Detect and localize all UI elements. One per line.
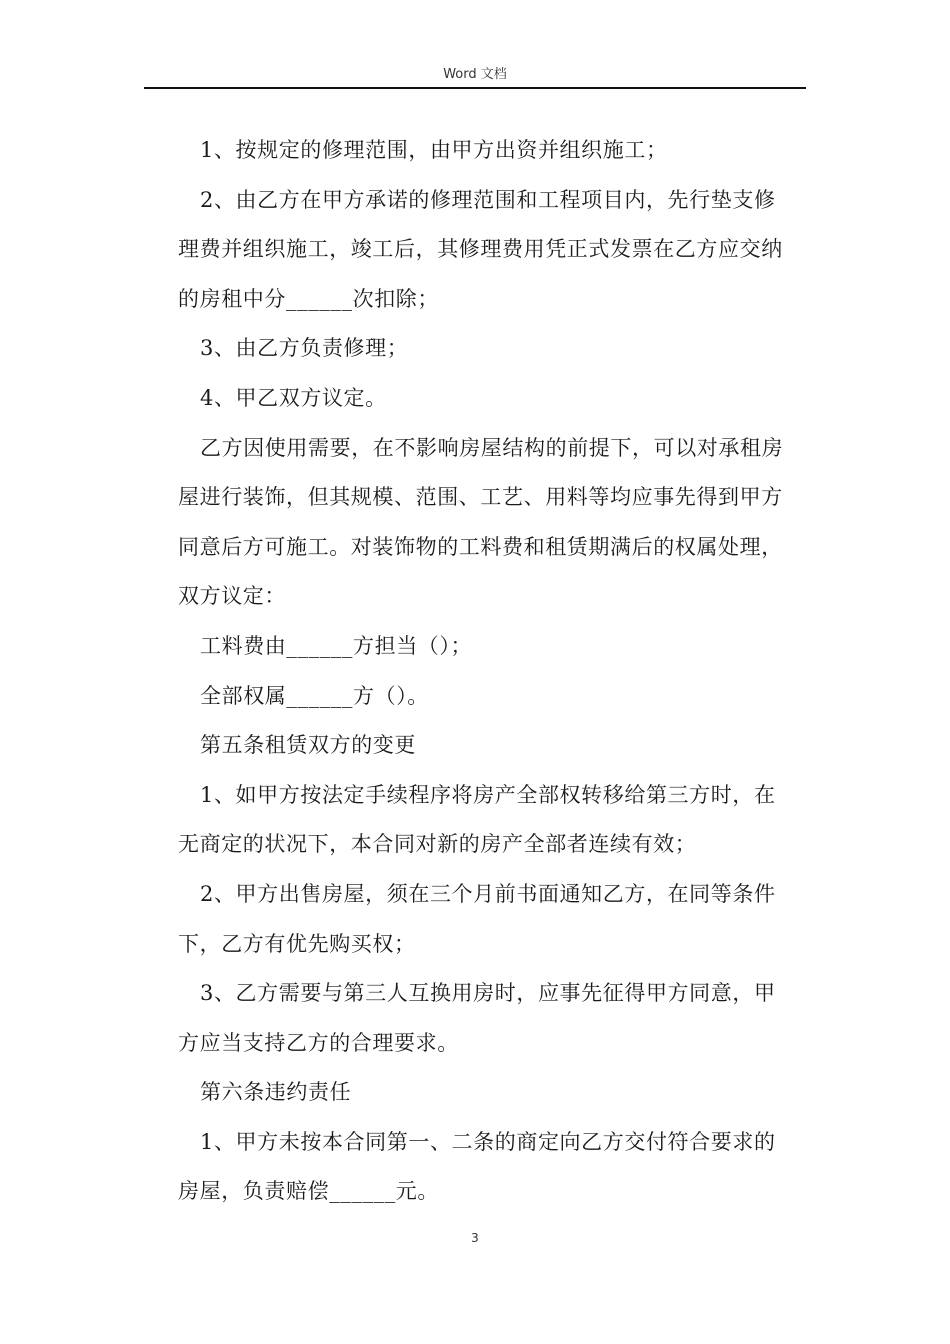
paragraph-decoration-terms: 乙方因使用需要，在不影响房屋结构的前提下，可以对承租房屋进行装饰，但其规模、范围、工艺、用料等均应事先得到甲方同意后方可施工。对装饰物的工料费和租赁期满后的权属处理，双方议定： [178,435,784,609]
page-number: 3 [471,1231,479,1245]
paragraph-repair-option-4: 4、甲乙双方议定。 [200,385,387,410]
paragraph-breach-1: 1、甲方未按本合同第一、二条的商定向乙方交付符合要求的房屋，负责赔偿______元。 [178,1129,776,1204]
paragraph-change-1: 1、如甲方按法定手续程序将房产全部权转移给第三方时，在无商定的状况下，本合同对新的房产全部者连续有效； [178,782,776,857]
paragraph-material-cost: 工料费由______方担当（）； [200,633,473,658]
paragraph-repair-option-1: 1、按规定的修理范围，由甲方出资并组织施工； [200,138,668,162]
paragraph-change-3: 3、乙方需要与第三人互换用房时，应事先征得甲方同意，甲方应当支持乙方的合理要求。 [178,981,776,1055]
paragraph-ownership: 全部权属______方（）。 [200,683,429,708]
document-body [178,126,793,1217]
paragraph-change-2: 2、甲方出售房屋，须在三个月前书面通知乙方，在同等条件下，乙方有优先购买权； [178,881,776,956]
section-heading-article-5: 第五条租赁双方的变更 [200,733,416,758]
header-divider [144,87,806,89]
page-header-title: Word 文档 [443,67,507,82]
section-heading-article-6: 第六条违约责任 [200,1080,352,1105]
paragraph-repair-option-2: 2、由乙方在甲方承诺的修理范围和工程项目内，先行垫支修理费并组织施工，竣工后，其修理费用凭正式发票在乙方应交纳的房租中分______次扣除； [178,187,783,311]
paragraph-repair-option-3: 3、由乙方负责修理； [200,336,409,361]
